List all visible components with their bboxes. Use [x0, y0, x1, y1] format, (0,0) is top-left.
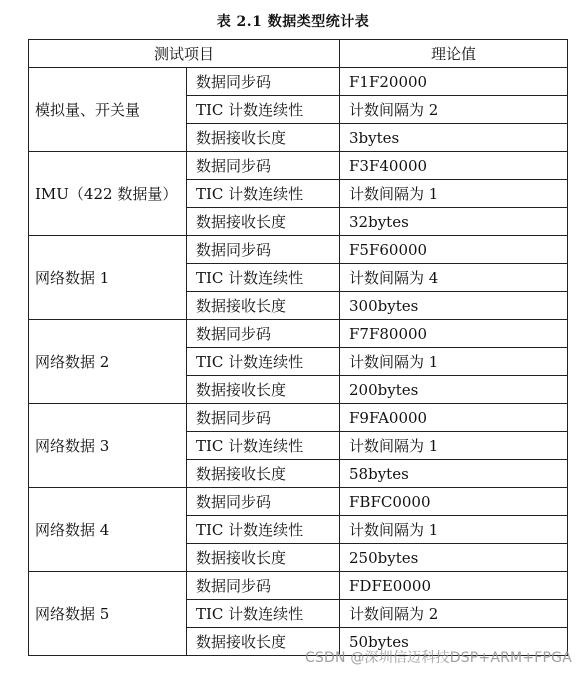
theoretical-value-cell: 计数间隔为 2	[340, 96, 568, 124]
test-item-cell: TIC 计数连续性	[187, 264, 340, 292]
test-item-cell: 数据接收长度	[187, 124, 340, 152]
test-item-cell: TIC 计数连续性	[187, 516, 340, 544]
theoretical-value-cell: F1F20000	[340, 68, 568, 96]
theoretical-value-cell: 58bytes	[340, 460, 568, 488]
theoretical-value-cell: 计数间隔为 2	[340, 600, 568, 628]
test-item-cell: TIC 计数连续性	[187, 432, 340, 460]
test-item-cell: TIC 计数连续性	[187, 600, 340, 628]
theoretical-value-cell: F7F80000	[340, 320, 568, 348]
theoretical-value-cell: 200bytes	[340, 376, 568, 404]
test-item-cell: 数据接收长度	[187, 544, 340, 572]
table-row	[29, 572, 568, 600]
theoretical-value-cell: F5F60000	[340, 236, 568, 264]
group-name-cell: 网络数据 4	[29, 488, 187, 572]
table-row	[29, 488, 568, 516]
theoretical-value-cell: 计数间隔为 4	[340, 264, 568, 292]
theoretical-value-cell: 3bytes	[340, 124, 568, 152]
theoretical-value-cell: F9FA0000	[340, 404, 568, 432]
theoretical-value-cell: FBFC0000	[340, 488, 568, 516]
test-item-cell: 数据接收长度	[187, 376, 340, 404]
theoretical-value-cell: F3F40000	[340, 152, 568, 180]
table-row	[29, 68, 568, 96]
test-item-cell: TIC 计数连续性	[187, 348, 340, 376]
test-item-cell: 数据接收长度	[187, 460, 340, 488]
test-item-cell: 数据同步码	[187, 236, 340, 264]
theoretical-value-cell: 计数间隔为 1	[340, 516, 568, 544]
table-header-row	[29, 40, 568, 68]
table-row	[29, 404, 568, 432]
test-item-cell: TIC 计数连续性	[187, 96, 340, 124]
test-item-cell: 数据同步码	[187, 404, 340, 432]
header-theoretical-value: 理论值	[340, 40, 568, 68]
test-item-cell: 数据同步码	[187, 68, 340, 96]
theoretical-value-cell: FDFE0000	[340, 572, 568, 600]
table-body	[29, 68, 568, 656]
group-name-cell: 网络数据 5	[29, 572, 187, 656]
theoretical-value-cell: 计数间隔为 1	[340, 432, 568, 460]
theoretical-value-cell: 32bytes	[340, 208, 568, 236]
table-row	[29, 152, 568, 180]
theoretical-value-cell: 300bytes	[340, 292, 568, 320]
theoretical-value-cell: 计数间隔为 1	[340, 180, 568, 208]
theoretical-value-cell: 250bytes	[340, 544, 568, 572]
theoretical-value-cell: 50bytes	[340, 628, 568, 656]
test-item-cell: 数据同步码	[187, 572, 340, 600]
test-item-cell: TIC 计数连续性	[187, 180, 340, 208]
table-row	[29, 236, 568, 264]
test-item-cell: 数据同步码	[187, 488, 340, 516]
table-caption: 表 2.1 数据类型统计表	[216, 14, 370, 30]
test-item-cell: 数据接收长度	[187, 628, 340, 656]
test-item-cell: 数据接收长度	[187, 292, 340, 320]
group-name-cell: 网络数据 2	[29, 320, 187, 404]
data-type-statistics-table	[28, 39, 568, 656]
csdn-watermark: CSDN @深圳信迈科技DSP+ARM+FPGA	[304, 650, 572, 666]
test-item-cell: 数据接收长度	[187, 208, 340, 236]
theoretical-value-cell: 计数间隔为 1	[340, 348, 568, 376]
test-item-cell: 数据同步码	[187, 320, 340, 348]
group-name-cell: IMU（422 数据量）	[29, 152, 187, 236]
group-name-cell: 网络数据 3	[29, 404, 187, 488]
group-name-cell: 模拟量、开关量	[29, 68, 187, 152]
group-name-cell: 网络数据 1	[29, 236, 187, 320]
test-item-cell: 数据同步码	[187, 152, 340, 180]
table-row	[29, 320, 568, 348]
header-test-item: 测试项目	[29, 40, 340, 68]
